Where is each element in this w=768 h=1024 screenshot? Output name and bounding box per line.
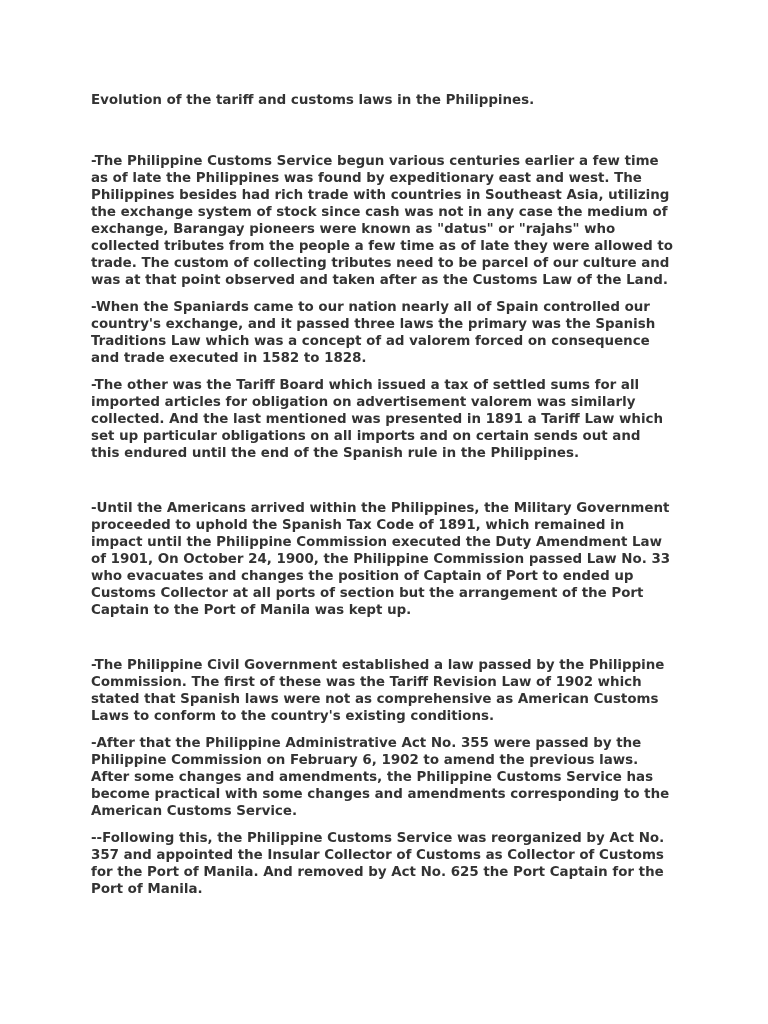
- paragraph-act-355: -After that the Philippine Administrative Act No. 355 were passed by the Philippine Commission on February 6, 1902 to amend the previous laws. After some changes and amendments, the Philippine Customs Service has become practical with some changes and amendments corresponding to the American Customs Service.: [91, 736, 670, 819]
- paragraph-reorganization: --Following this, the Philippine Customs Service was reorganized by Act No. 357 and appointed the Insular Collector of Customs as Collector of Customs for the Port of Manila. And removed by Act No. 625 the Port Captain for the Port of Manila.: [91, 831, 665, 897]
- paragraph-gap: [91, 725, 681, 735]
- paragraph-gap: [91, 619, 681, 657]
- paragraph-gap: [91, 289, 681, 299]
- paragraph-american-period: -Until the Americans arrived within the Philippines, the Military Government proceeded to uphold the Spanish Tax Code of 1891, which remained in impact until the Philippine Commission executed the Duty Amendment Law of 1901, On October 24, 1900, the Philippine Commission passed Law No. 33 who evacuates and changes the position of Captain of Port to ended up Customs Collector at all ports of section but the arrangement of the Port Captain to the Port of Manila was kept up.: [91, 501, 671, 618]
- paragraph-gap: [91, 820, 681, 830]
- paragraph-gap: [91, 462, 681, 500]
- document-page: [91, 92, 681, 898]
- paragraph-civil-government: -The Philippine Civil Government established a law passed by the Philippine Commission. The first of these was the Tariff Revision Law of 1902 which stated that Spanish laws were not as comprehensive as American Customs Laws to conform to the country's existing conditions.: [91, 658, 665, 724]
- paragraph-gap: [91, 367, 681, 377]
- paragraph-customs-origins: -The Philippine Customs Service begun various centuries earlier a few time as of late the Philippines was found by expeditionary east and west. The Philippines besides had rich trade with countries in Southeast Asia, utilizing the exchange system of stock since cash was not in any case the medium of exchange, Barangay pioneers were known as "datus" or "rajahs" who collected tributes from the people a few time as of late they were allowed to trade. The custom of collecting tributes need to be parcel of our culture and was at that point observed and taken after as the Customs Law of the Land.: [91, 154, 673, 288]
- paragraph-tariff-board: -The other was the Tariff Board which issued a tax of settled sums for all imported articles for obligation on advertisement valorem was similarly collected. And the last mentioned was presented in 1891 a Tariff Law which set up particular obligations on all imports and on certain sends out and this endured until the end of the Spanish rule in the Philippines.: [91, 378, 664, 461]
- paragraph-spanish-laws: -When the Spaniards came to our nation nearly all of Spain controlled our country's exchange, and it passed three laws the primary was the Spanish Traditions Law which was a concept of ad valorem forced on consequence and trade executed in 1582 to 1828.: [91, 300, 656, 366]
- document-title: Evolution of the tariff and customs laws in the Philippines.: [91, 93, 535, 108]
